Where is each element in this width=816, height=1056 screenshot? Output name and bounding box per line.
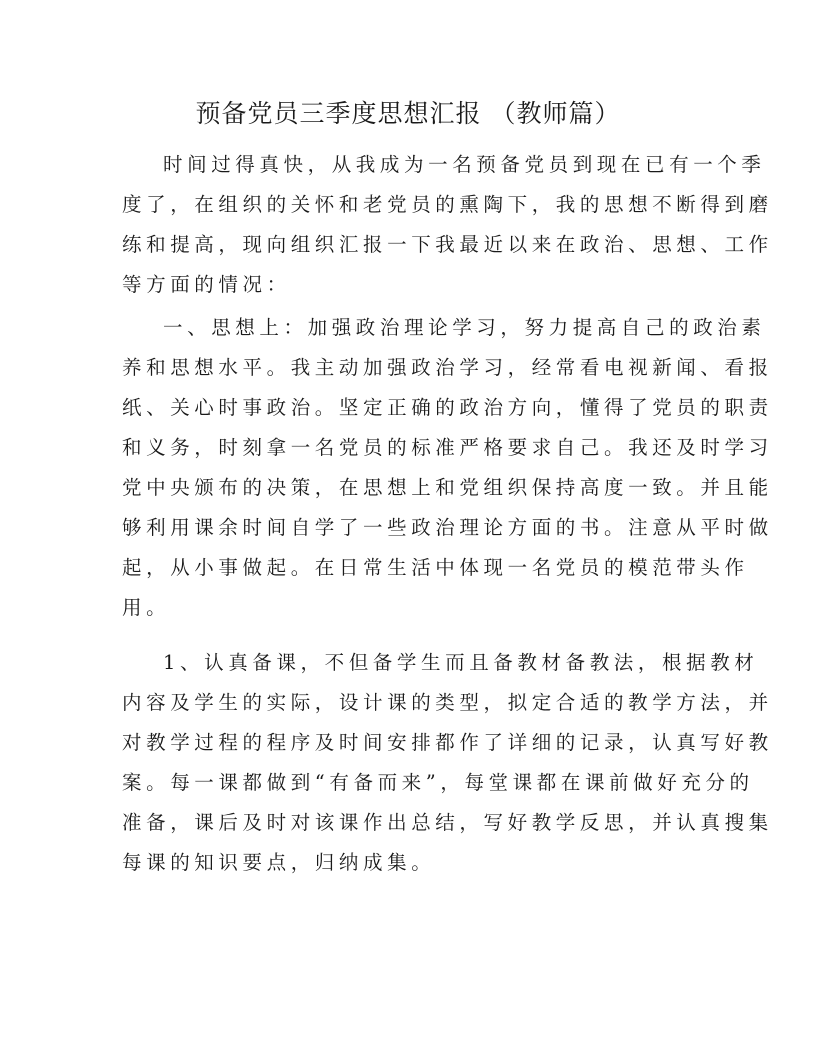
paragraph-3-line-3: 对教学过程的程序及时间安排都作了详细的记录，认真写好教 (122, 731, 773, 754)
paragraph-2-line-3: 纸、关心时事政治。坚定正确的政治方向，懂得了党员的职责 (122, 396, 773, 419)
paragraph-1-line-1: 时间过得真快，从我成为一名预备党员到现在已有一个季 (163, 153, 766, 176)
paragraph-2-line-1: 一、思想上：加强政治理论学习，努力提高自己的政治素 (163, 316, 766, 339)
paragraph-1-line-2: 度了，在组织的关怀和老党员的熏陶下，我的思想不断得到磨 (122, 193, 773, 216)
paragraph-3-line-4: 案。每一课都做到“有备而来”，每堂课都在课前做好充分的 (122, 771, 754, 794)
paragraph-1-line-3: 练和提高，现向组织汇报一下我最近以来在政治、思想、工作 (122, 233, 773, 256)
paragraph-2-line-6: 够利用课余时间自学了一些政治理论方面的书。注意从平时做 (122, 516, 773, 539)
paragraph-2-line-5: 党中央颁布的决策，在思想上和党组织保持高度一致。并且能 (122, 476, 773, 499)
paragraph-2-line-7: 起，从小事做起。在日常生活中体现一名党员的模范带头作 (122, 556, 749, 579)
paragraph-3-line-5: 准备，课后及时对该课作出总结，写好教学反思，并认真搜集 (122, 811, 773, 834)
paragraph-3-line-6: 每课的知识要点，归纳成集。 (122, 851, 436, 874)
paragraph-2-line-8: 用。 (122, 596, 171, 619)
paragraph-2-line-2: 养和思想水平。我主动加强政治学习，经常看电视新闻、看报 (122, 356, 773, 379)
paragraph-3-line-2: 内容及学生的实际，设计课的类型，拟定合适的教学方法，并 (122, 691, 773, 714)
paragraph-2-line-4: 和义务，时刻拿一名党员的标准严格要求自己。我还及时学习 (122, 436, 773, 459)
paragraph-1-line-4: 等方面的情况： (122, 273, 291, 296)
paragraph-3-line-1: 1、认真备课，不但备学生而且备教材备教法，根据教材 (163, 651, 759, 674)
document-title: 预备党员三季度思想汇报 （教师篇） (195, 99, 621, 128)
